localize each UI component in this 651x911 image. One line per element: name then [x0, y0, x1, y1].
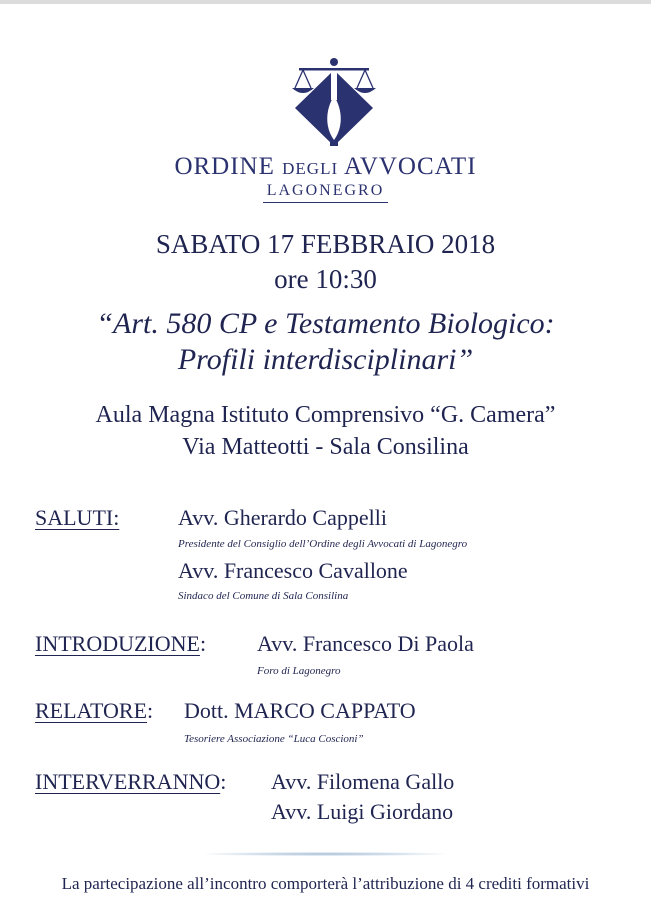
footer-note: La partecipazione all’incontro comporterà l’attribuzione di 4 crediti formativi	[61, 874, 590, 893]
interverranno-row: INTERVERRANNO:	[35, 769, 227, 794]
venue-line1: Aula Magna Istituto Comprensivo “G. Camera”	[95, 402, 556, 428]
introduzione-name: Avv. Francesco Di Paola	[257, 631, 474, 656]
interverranno-label: INTERVERRANNO	[35, 769, 221, 794]
interverranno-1: Avv. Filomena Gallo	[271, 769, 455, 794]
interverranno-2: Avv. Luigi Giordano	[271, 799, 454, 824]
relatore-row: RELATORE:	[35, 698, 154, 723]
saluti-1-name: Avv. Gherardo Cappelli	[178, 505, 387, 530]
saluti-2-role: Sindaco del Comune di Sala Consilina	[178, 590, 349, 602]
saluti-1-role: Presidente del Consiglio dell’Ordine degli Avvocati di Lagonegro	[178, 538, 468, 550]
scales-of-justice-logo	[289, 56, 379, 156]
event-time: ore 10:30	[274, 264, 377, 294]
org-city-text: LAGONEGRO	[263, 182, 389, 203]
relatore-role: Tesoriere Associazione “Luca Coscioni”	[184, 733, 364, 745]
footer-divider	[205, 852, 445, 856]
org-name-avvocati: AVVOCATI	[343, 153, 477, 180]
top-border	[0, 0, 651, 4]
saluti-label: SALUTI:	[35, 505, 120, 530]
introduzione-label: INTRODUZIONE	[35, 631, 200, 656]
venue-line2: Via Matteotti - Sala Consilina	[182, 434, 469, 460]
saluti-2-name: Avv. Francesco Cavallone	[178, 558, 408, 583]
org-name-degli: DEGLI	[282, 159, 339, 178]
org-title	[0, 153, 651, 181]
event-title-line1: “Art. 580 CP e Testamento Biologico:	[96, 307, 555, 340]
relatore-label: RELATORE	[35, 698, 148, 723]
event-title-line2: Profili interdisciplinari”	[177, 343, 474, 376]
relatore-name: Dott. MARCO CAPPATO	[184, 698, 416, 723]
introduzione-role: Foro di Lagonegro	[257, 665, 341, 677]
org-name-ordine: ORDINE	[174, 153, 275, 180]
event-date: SABATO 17 FEBBRAIO 2018	[155, 229, 496, 259]
org-city	[0, 182, 651, 200]
introduzione-row: INTRODUZIONE:	[35, 631, 207, 656]
